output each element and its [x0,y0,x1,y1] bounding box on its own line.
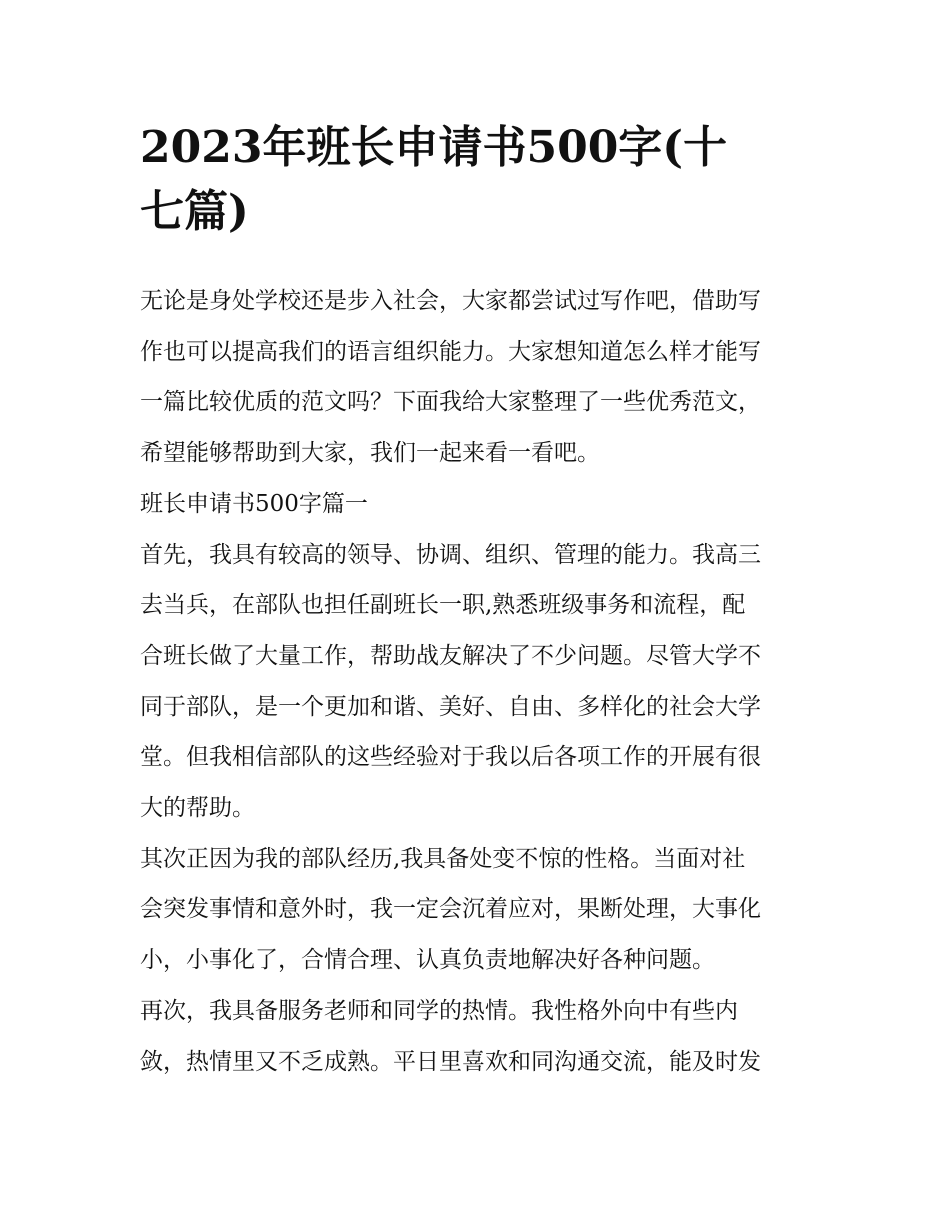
text-line: 无论是身处学校还是步入社会，大家都尝试过写作吧，借助写 [140,288,761,314]
document-title [140,116,820,244]
text-line: 合班长做了大量工作，帮助战友解决了不少问题。尽管大学不 [140,642,761,669]
text-line: 大的帮助。 [140,795,255,822]
intro-paragraph [140,276,820,479]
document-body [140,276,820,1087]
text-line: 班长申请书500字篇一 [140,490,368,517]
text-line: 敛，热情里又不乏成熟。平日里喜欢和同沟通交流，能及时发 [140,1048,761,1075]
body-paragraph [140,530,820,834]
body-paragraph [140,986,820,1087]
text-line: 会突发事情和意外时，我一定会沉着应对，果断处理，大事化 [140,896,761,923]
text-line: 希望能够帮助到大家，我们一起来看一看吧。 [140,440,600,467]
text-line: 去当兵，在部队也担任副班长一职,熟悉班级事务和流程，配 [140,592,746,619]
title-line: 七篇) [140,186,249,237]
text-line: 首先，我具有较高的领导、协调、组织、管理的能力。我高三 [140,541,761,568]
section-heading [140,479,820,530]
text-line: 堂。但我相信部队的这些经验对于我以后各项工作的开展有很 [140,744,761,771]
body-paragraph [140,834,820,986]
title-line: 2023年班长申请书500字(十 [140,122,728,173]
text-line: 一篇比较优质的范文吗？下面我给大家整理了一些优秀范文， [140,389,761,416]
text-line: 其次正因为我的部队经历,我具备处变不惊的性格。当面对社 [140,845,746,872]
text-line: 同于部队，是一个更加和谐、美好、自由、多样化的社会大学 [140,693,761,720]
text-line: 再次，我具备服务老师和同学的热情。我性格外向中有些内 [140,997,738,1024]
text-line: 作也可以提高我们的语言组织能力。大家想知道怎么样才能写 [140,338,761,365]
text-line: 小，小事化了，合情合理、认真负责地解决好各种问题。 [140,947,715,974]
